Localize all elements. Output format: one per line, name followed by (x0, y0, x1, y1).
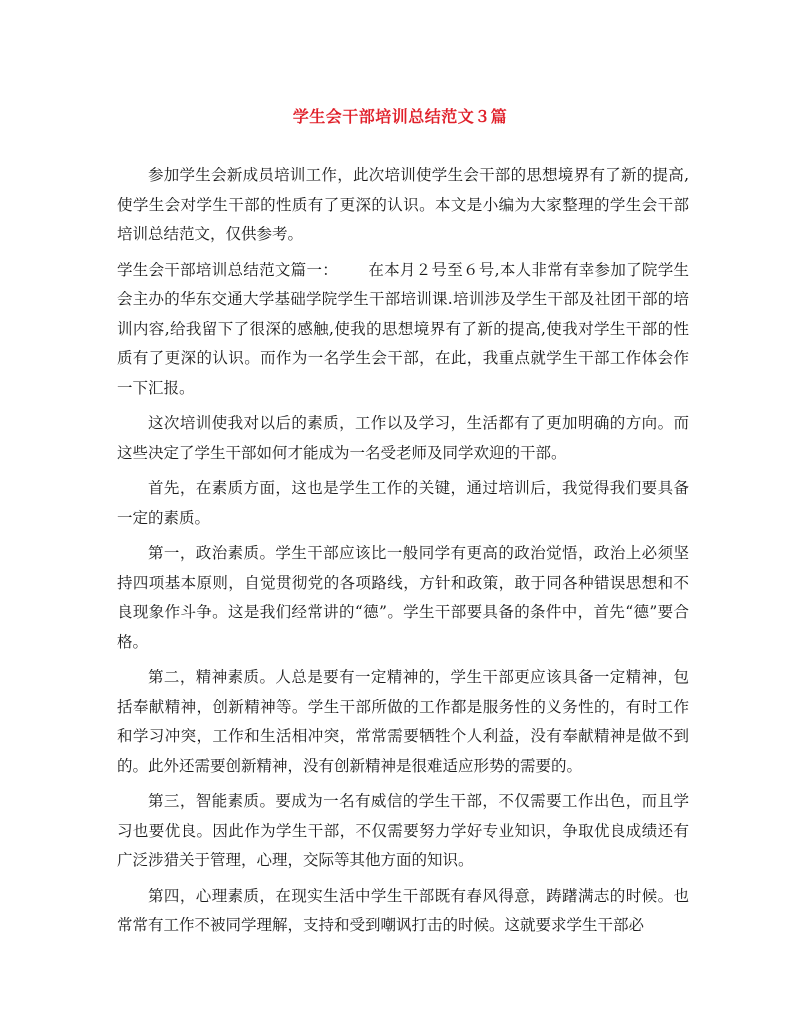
paragraph-article-one (117, 256, 689, 404)
paragraph-psychological-quality: 第四，心理素质，在现实生活中学生干部既有春风得意，踌躇满志的时候。也常常有工作不被同学理解，支持和受到嘲讽打击的时候。这就要求学生干部必 (117, 886, 689, 934)
paragraph-intro: 参加学生会新成员培训工作，此次培训使学生会干部的思想境界有了新的提高,使学生会对学生干部的性质有了更深的认识。本文是小编为大家整理的学生会干部培训总结范文，仅供参考。 (117, 166, 689, 243)
paragraph-quality-intro: 首先，在素质方面，这也是学生工作的关键，通过培训后，我觉得我们要具备一定的素质。 (117, 479, 689, 527)
paragraph-political-quality: 第一，政治素质。学生干部应该比一般同学有更高的政治觉悟，政治上必须坚持四项基本原则，自觉贯彻党的各项路线，方针和政策，敢于同各种错误思想和不良现象作斗争。这是我们经常讲的“德”。学生干部要具备的条件中，首先“德”要合格。 (117, 544, 689, 651)
paragraph-intellect-quality: 第三，智能素质。要成为一名有威信的学生干部，不仅需要工作出色，而且学习也要优良。因此作为学生干部，不仅需要努力学好专业知识，争取优良成绩还有广泛涉猎关于管理，心理，交际等其他方面的知识。 (117, 792, 689, 869)
article-one-heading: 学生会干部培训总结范文篇一： (117, 260, 339, 279)
article-one-text: 在本月２号至６号,本人非常有幸参加了院学生会主办的华东交通大学基础学院学生干部培训课.培训涉及学生干部及社团干部的培训内容,给我留下了很深的感触,使我的思想境界有了新的提高,使我对学生干部的性质有了更深的认识。而作为一名学生会干部，在此，我重点就学生干部工作体会作一下汇报。 (117, 260, 689, 397)
document-body (117, 161, 689, 947)
document-title: 学生会干部培训总结范文３篇 (292, 107, 508, 126)
paragraph-direction: 这次培训使我对以后的素质，工作以及学习，生活都有了更加明确的方向。而这些决定了学生干部如何才能成为一名受老师及同学欢迎的干部。 (117, 414, 689, 462)
paragraph-spirit-quality: 第二，精神素质。人总是要有一定精神的，学生干部更应该具备一定精神，包括奉献精神，创新精神等。学生干部所做的工作都是服务性的义务性的，有时工作和学习冲突，工作和生活相冲突，常常需要牺牲个人利益，没有奉献精神是做不到的。此外还需要创新精神，没有创新精神是很难适应形势的需要的。 (117, 668, 689, 775)
